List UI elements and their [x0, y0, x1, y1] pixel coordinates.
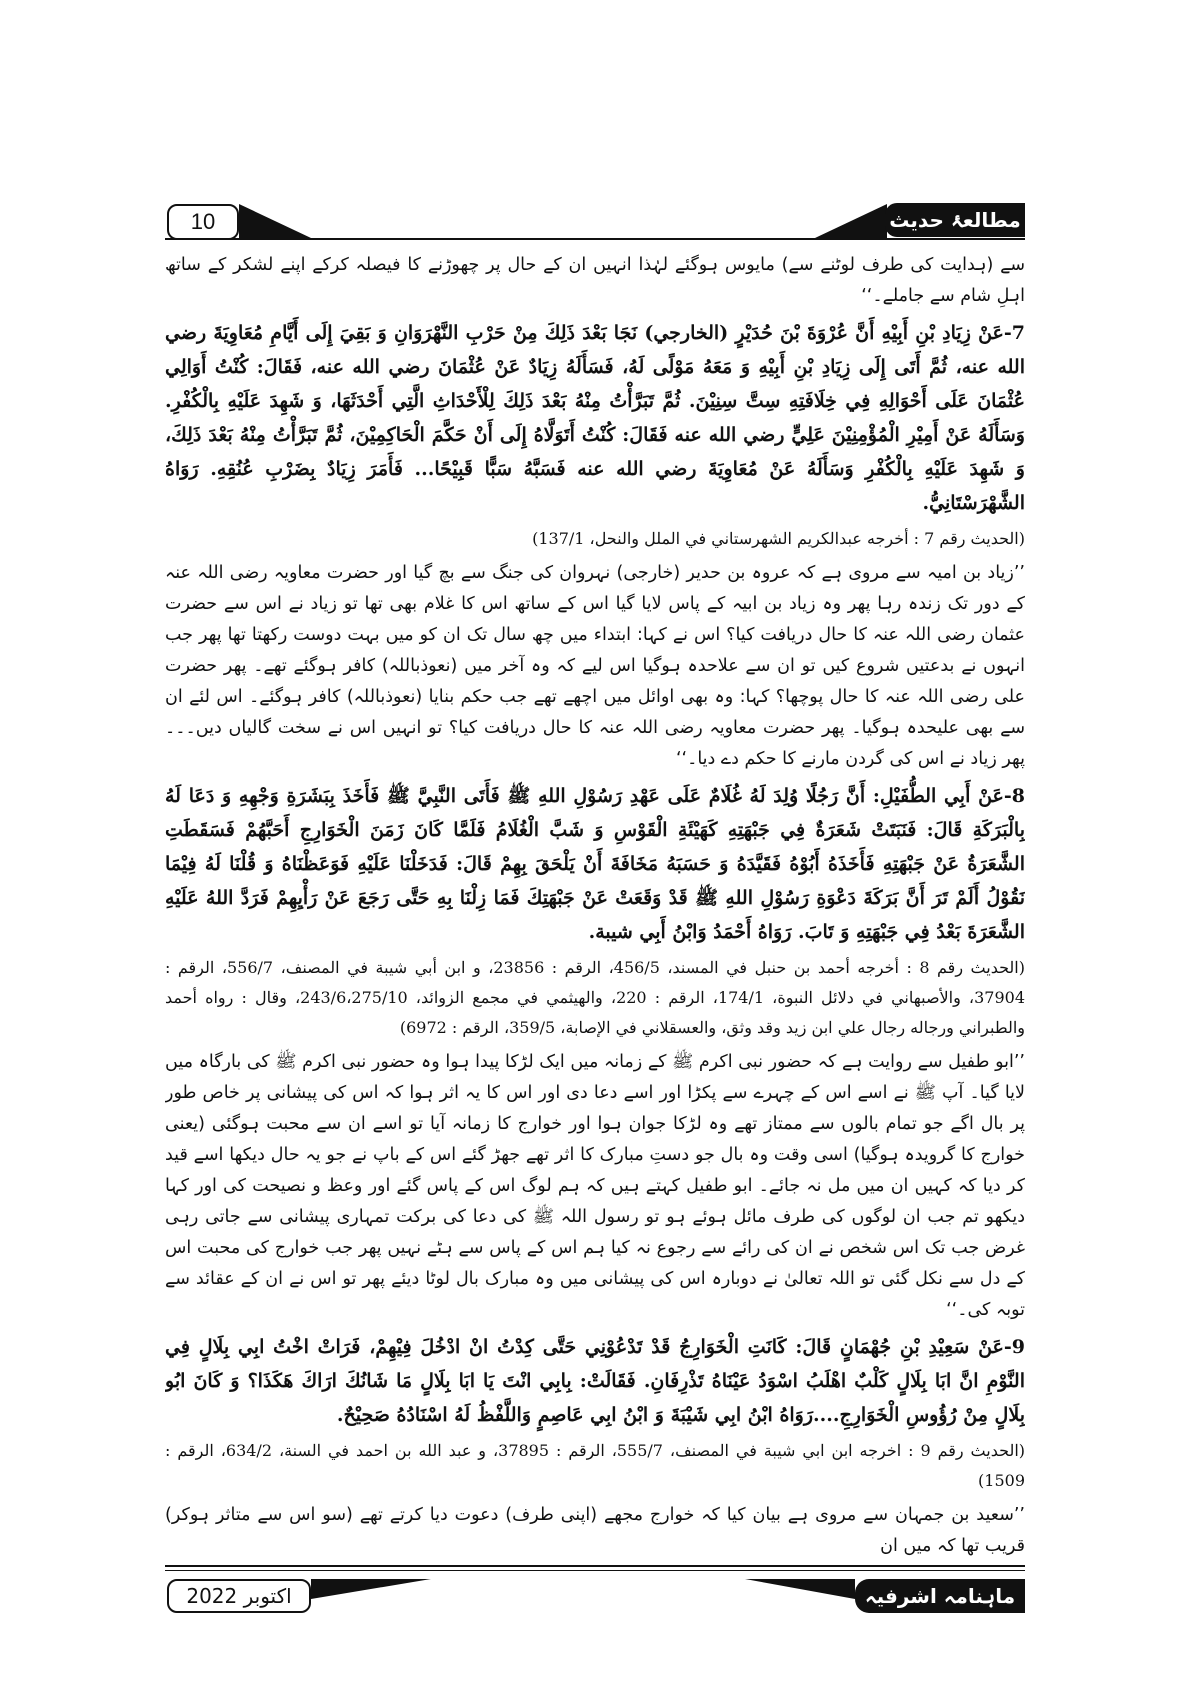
- page-number: 10: [167, 204, 239, 240]
- hadith-7-reference: (الحديث رقم 7 : أخرجه عبدالكريم الشهرستاني في الملل والنحل، 137/1): [532, 529, 1025, 548]
- hadith-9-arabic: [165, 1330, 1025, 1432]
- section-title: مطالعۂ حدیث: [885, 203, 1025, 237]
- page-header: [165, 200, 1025, 240]
- hadith-text: عَنْ أَبِي الطُّفَيْلِ: أَنَّ رَجُلًا وُلِدَ لَهُ غُلَامٌ عَلَى عَهْدِ رَسُوْلِ اللهِ ﷺ فَأَتَى النَّبِيَّ ﷺ فَأَخَذَ بِبَشَرَةِ وَجْهِهِ وَ دَعَا لَهُ بِالْبَرَكَةِ قَالَ: فَنَبَتَتْ شَعَرَةٌ فِي جَبْهَتِهِ كَهَيْئَةِ الْقَوْسِ وَ شَبَّ الْغُلَامُ فَلَمَّا كَانَ زَمَنَ الْخَوَارِجِ أَحَبَّهُمْ فَسَقَطَتِ الشَّعَرَةُ عَنْ جَبْهَتِهِ فَأَخَذَهُ أَبُوْهُ فَقَيَّدَهُ وَ حَسَبَهُ مَخَافَةَ أَنْ يَلْحَقَ بِهِمْ قَالَ: فَدَخَلْنَا عَلَيْهِ فَوَعَظْنَاهُ وَ قُلْنَا لَهُ فِيْمَا نَقُوْلُ أَلَمْ تَرَ أَنَّ بَرَكَةَ دَعْوَةِ رَسُوْلِ اللهِ ﷺ قَدْ وَقَعَتْ عَنْ جَبْهَتِكَ فَمَا زِلْنَا بِهِ حَتَّى رَجَعَ عَنْ رَأْيِهِمْ فَرَدَّ اللهُ عَلَيْهِ الشَّعَرَةَ بَعْدُ فِي جَبْهَتِهِ وَ تَابَ. رَوَاهُ أَحْمَدُ وَابْنُ أَبِي شيبة.: [165, 785, 1025, 943]
- article-body: [165, 250, 1025, 1630]
- hadith-7-arabic: [165, 316, 1025, 520]
- hadith-7-translation: ’’زیاد بن امیہ سے مروی ہے کہ عروہ بن حدیر (خارجی) نہروان کی جنگ سے بچ گیا اور حضرت معاویہ رضی اللہ عنہ کے دور تک زندہ رہا پھر وہ زیاد بن ابیہ کے پاس لایا گیا اس کے ساتھ اس کا غلام بھی تھا تو زیاد نے اس سے حضرت عثمان رضی اللہ عنہ کا حال دریافت کیا؟ اس نے کہا: ابتداء میں چھ سال تک ان کو میں بہت دوست رکھتا تھا پھر جب انہوں نے بدعتیں شروع کیں تو ان سے علاحدہ ہوگیا اس لیے کہ وہ آخر میں (نعوذباللہ) کافر ہوگئے تھے۔ پھر حضرت علی رضی اللہ عنہ کا حال پوچھا؟ کہا: وہ بھی اوائل میں اچھے تھے جب حکم بنایا (نعوذباللہ) کافر ہوگئے۔ اس لئے ان سے بھی علیحدہ ہوگیا۔ پھر حضرت معاویہ رضی اللہ عنہ کا حال دریافت کیا؟ تو انہیں اس نے سخت گالیاں دیں۔۔۔ پھر زیاد نے اس کی گردن مارنے کا حکم دے دیا۔‘‘: [165, 563, 1025, 769]
- hadith-text: عَنْ سَعِيْدِ بْنِ جُهْمَانٍ قَالَ: كَانَتِ الْخَوَارِجُ قَدْ تَدْعُوْنِي حَتَّى كِدْتُ انْ ادْخُلَ فِيْهِمْ، فَرَاتْ اخْتُ ابِي بِلَالٍ فِي النَّوْمِ انَّ ابَا بِلَالٍ كَلْبٌ اهْلَبُ اسْوَدُ عَيْنَاهُ تَذْرِفَانِ. فَقَالَتْ: بِابِي انْتَ يَا ابَا بِلَالٍ مَا شَانُكَ ارَاكَ هَكَذَا؟ وَ كَانَ ابُو بِلَالٍ مِنْ رُؤُوسِ الْخَوَارِجِ....رَوَاهُ ابْنُ ابِي شَيْبَةَ وَ ابْنُ ابِي عَاصِمٍ وَاللَّفْظُ لَهُ اسْنَادُهُ صَحِيْحٌ.: [165, 1336, 1025, 1426]
- header-wedge-left: [239, 204, 311, 238]
- hadith-number: 8-: [1003, 785, 1025, 807]
- hadith-number: 7-: [1003, 322, 1025, 344]
- urdu-paragraph-continued: سے (ہدایت کی طرف لوٹنے سے) مایوس ہوگئے لہٰذا انہیں ان کے حال پر چھوڑنے کا فیصلہ کرکے اپنے لشکر کے ساتھ اہلِ شام سے جاملے۔‘‘: [165, 255, 1025, 306]
- footer-rule-thin: [165, 1570, 1025, 1571]
- hadith-9-reference: (الحديث رقم 9 : اخرجه ابن ابي شيبة في المصنف، 555/7، الرقم : 37895، و عبد الله بن احمد في السنة، 634/2، الرقم : 1509): [165, 1441, 1025, 1490]
- page-footer: [165, 1565, 1025, 1615]
- hadith-9-translation: ’’سعید بن جمہان سے مروی ہے بیان کیا کہ خوارج مجھے (اپنی طرف) دعوت دیا کرتے تھے (سو اس سے متاثر ہوکر) قریب تھا کہ میں ان: [165, 1505, 1025, 1556]
- footer-rule: [165, 1565, 1025, 1567]
- hadith-8-reference: (الحديث رقم 8 : أخرجه أحمد بن حنبل في المسند، 456/5، الرقم : 23856، و ابن أبي شيبة في المصنف، 556/7، الرقم : 37904، والأصبهاني في دلائل النبوة، 174/1، الرقم : 220، والهيثمي في مجمع الزوائد، 243/6،275/10، وقال : رواه أحمد والطبراني ورجاله رجال علي ابن زيد وقد وثق، والعسقلاني في الإصابة، 359/5، الرقم : 6972): [165, 958, 1025, 1037]
- footer-wedge-right: [745, 1579, 855, 1599]
- header-rule: [165, 238, 1025, 240]
- hadith-number: 9-: [1003, 1336, 1025, 1358]
- magazine-name: ماہنامہ اشرفیہ: [855, 1579, 1025, 1613]
- hadith-text: عَنْ زِيَادِ بْنِ أَبِيْهِ أَنَّ عُرْوَةَ بْنَ حُدَيْرٍ (الخارجي) نَجَا بَعْدَ ذَلِكَ مِنْ حَرْبِ النَّهْرَوَانِ وَ بَقِيَ إِلَى أَيَّامِ مُعَاوِيَةَ رضي الله عنه، ثُمَّ أَتَى إِلَى زِيَادِ بْنِ أَبِيْهِ وَ مَعَهُ مَوْلًى لَهُ، فَسَأَلَهُ زِيَادٌ عَنْ عُثْمَانَ رضي الله عنه، فَقَالَ: كُنْتُ أَوَالِي عُثْمَانَ عَلَى أَحْوَالِهِ فِي خِلَافَتِهِ سِتَّ سِنِيْنَ. ثُمَّ تَبَرَّأْتُ مِنْهُ بَعْدَ ذَلِكَ لِلْأَحْدَاثِ الَّتِي أَحْدَثَهَا، وَ شَهِدَ عَلَيْهِ بِالْكُفْرِ. وَسَأَلَهُ عَنْ أَمِيْرِ الْمُؤْمِنِيْنَ عَلِيٍّ رضي الله عنه فَقَالَ: كُنْتُ أَتَوَلَّاهُ إِلَى أَنْ حَكَّمَ الْحَاكِمِيْنَ، ثُمَّ تَبَرَّأْتُ مِنْهُ بَعْدَ ذَلِكَ، وَ شَهِدَ عَلَيْهِ بِالْكُفْرِ وَسَأَلَهُ عَنْ مُعَاوِيَةَ رضي الله عنه فَسَبَّهُ سَبًّا قَبِيْحًا... فَأَمَرَ زِيَادٌ بِضَرْبِ عُنُقِهِ. رَوَاهُ الشَّهْرَسْتَانِيُّ.: [165, 322, 1025, 514]
- header-wedge-right: [815, 204, 887, 238]
- footer-wedge-left: [311, 1579, 431, 1599]
- hadith-8-arabic: [165, 779, 1025, 949]
- issue-date: اکتوبر 2022: [167, 1579, 311, 1613]
- hadith-8-translation: ’’ابو طفیل سے روایت ہے کہ حضور نبی اکرم ﷺ کے زمانہ میں ایک لڑکا پیدا ہوا وہ حضور نبی اکرم ﷺ کی بارگاہ میں لایا گیا۔ آپ ﷺ نے اسے اس کے چہرے سے پکڑا اور اسے دعا دی اور اس کا یہ اثر ہوا کہ اس کی پیشانی پر خاص طور پر بال اگے جو تمام بالوں سے ممتاز تھے وہ لڑکا جوان ہوا اور خوارج کا زمانہ آیا تو اسے ان سے محبت ہوگئی (یعنی خوارج کا گرویدہ ہوگیا) اسی وقت وہ بال جو دستِ مبارک کا اثر تھے جھڑ گئے اس کے باپ نے جو یہ حال دیکھا اسے قید کر دیا کہ کہیں ان میں مل نہ جائے۔ ابو طفیل کہتے ہیں کہ ہم لوگ اس کے پاس گئے اور وعظ و نصیحت کی اور کہا دیکھو تم جب ان لوگوں کی طرف مائل ہوئے ہو تو رسول اللہ ﷺ کی دعا کی برکت تمہاری پیشانی سے جاتی رہی غرض جب تک اس شخص نے ان کی رائے سے رجوع نہ کیا ہم اس کے پاس سے ہٹے نہیں پھر جب خوارج کی محبت اس کے دل سے نکل گئی تو اللہ تعالیٰ نے دوبارہ اس کی پیشانی میں وہ مبارک بال لوٹا دیئے پھر تو اس نے ان کے عقائد سے توبہ کی۔‘‘: [165, 1052, 1025, 1320]
